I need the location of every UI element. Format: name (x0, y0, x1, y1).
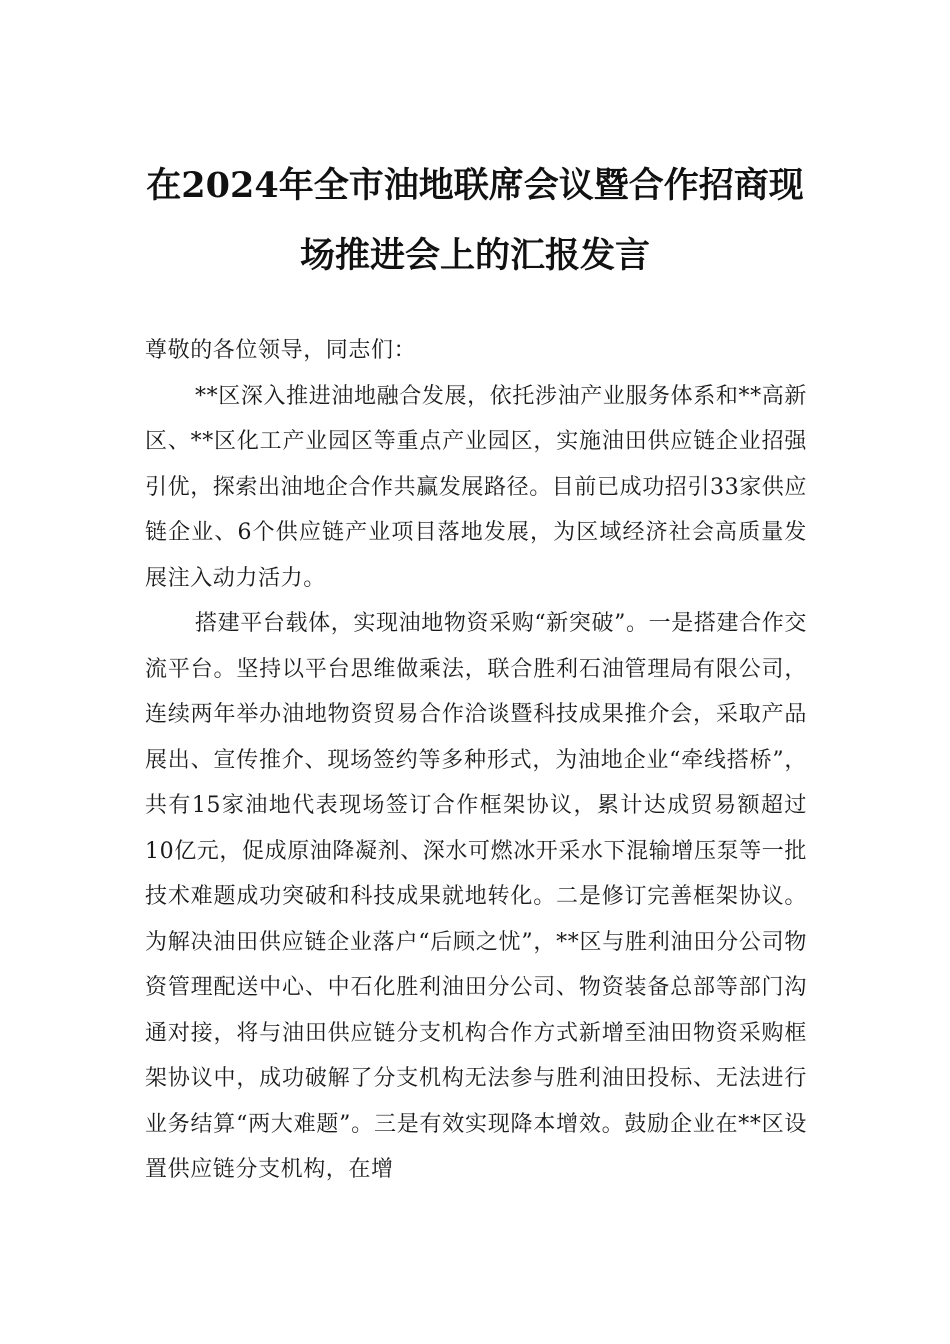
document-body (145, 328, 807, 1193)
document-title-line-2: 场推进会上的汇报发言 (299, 235, 650, 276)
paragraph-intro: **区深入推进油地融合发展，依托涉油产业服务体系和**高新区、**区化工产业园区等重点产业园区，实施油田供应链企业招强引优，探索出油地企合作共赢发展路径。目前已成功招引33家供应链企业、6个供应链产业项目落地发展，为区域经济社会高质量发展注入动力活力。 (145, 383, 807, 591)
document-title-line-1: 在2024年全市油地联席会议暨合作招商现 (146, 165, 804, 206)
paragraph-platform: 搭建平台载体，实现油地物资采购“新突破”。一是搭建合作交流平台。坚持以平台思维做乘法，联合胜利石油管理局有限公司，连续两年举办油地物资贸易合作洽谈暨科技成果推介会，采取产品展出、宣传推介、现场签约等多种形式，为油地企业“牵线搭桥”，共有15家油地代表现场签订合作框架协议，累计达成贸易额超过10亿元，促成原油降凝剂、深水可燃冰开采水下混输增压泵等一批技术难题成功突破和科技成果就地转化。二是修订完善框架协议。为解决油田供应链企业落户“后顾之忧”，**区与胜利油田分公司物资管理配送中心、中石化胜利油田分公司、物资装备总部等部门沟通对接，将与油田供应链分支机构合作方式新增至油田物资采购框架协议中，成功破解了分支机构无法参与胜利油田投标、无法进行业务结算“两大难题”。三是有效实现降本增效。鼓励企业在**区设置供应链分支机构，在增 (145, 611, 807, 1182)
salutation: 尊敬的各位领导，同志们： (145, 338, 417, 363)
